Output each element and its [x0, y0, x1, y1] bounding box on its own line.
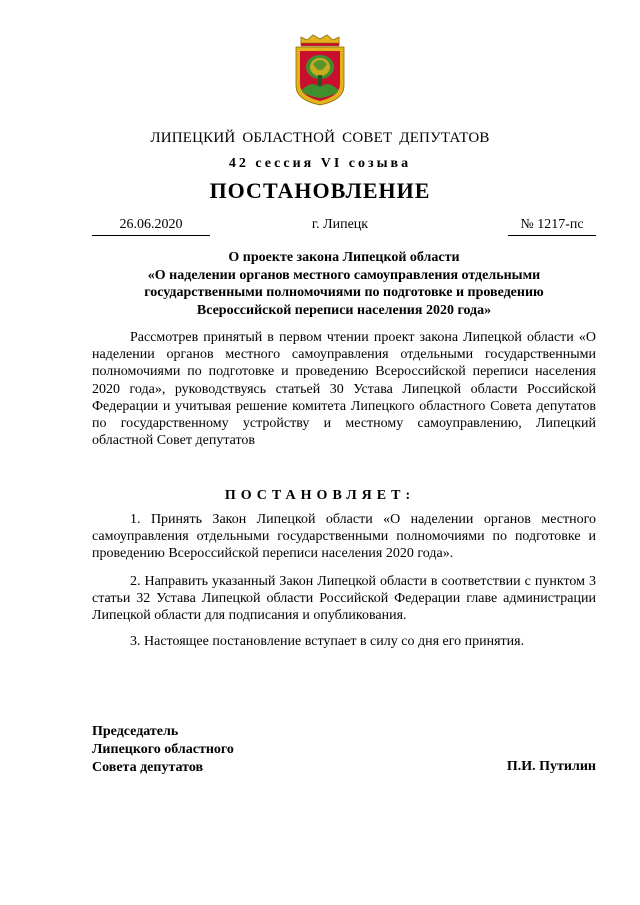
signer-title [92, 723, 234, 777]
preamble-paragraph: Рассмотрев принятый в первом чтении проект закона Липецкой области «О наделении органов местного самоуправления отдельными государственными полномочиями по подготовке и проведению Всероссийской переписи населения 2020 года», руководствуясь статьей 30 Устава Липецкой области Российской Федерации и учитывая решение комитета Липецкого областного Совета депутатов по государственному устройству и местному самоуправлению, Липецкий областной Совет депутатов [92, 330, 596, 449]
resolution-item-1: 1. Принять Закон Липецкой области «О наделении органов местного самоуправления отдельными государственными полномочиями по подготовке и проведению Всероссийской переписи населения 2020 года». [92, 512, 596, 562]
title-line: О проекте закона Липецкой области [228, 250, 460, 265]
lipetsk-coat-of-arms-icon [293, 34, 347, 106]
council-name: ЛИПЕЦКИЙ ОБЛАСТНОЙ СОВЕТ ДЕПУТАТОВ [150, 130, 490, 146]
document-number: № 1217-пс [508, 217, 596, 236]
resolution-item-3: 3. Настоящее постановление вступает в силу со дня его принятия. [130, 634, 525, 649]
resolution-item-2: 2. Направить указанный Закон Липецкой области в соответствии с пунктом 3 статьи 32 Устава Липецкой области Российской Федерации главе администрации Липецкой области для подписания и опубликования. [92, 574, 596, 624]
signer-title-line: Липецкого областного [92, 742, 234, 757]
signer-title-line: Совета депутатов [92, 760, 204, 775]
document-date: 26.06.2020 [92, 217, 210, 236]
document-type-heading: ПОСТАНОВЛЕНИЕ [209, 178, 431, 203]
title-line: «О наделении органов местного самоуправления отдельными [147, 267, 541, 283]
decree-heading: ПОСТАНОВЛЯЕТ: [224, 488, 416, 503]
title-line: Всероссийской переписи населения 2020 года» [196, 302, 492, 318]
signer-title-line: Председатель [92, 724, 179, 739]
document-city: г. Липецк [311, 217, 369, 232]
title-line: государственными полномочиями по подготовке и проведению [144, 285, 544, 300]
document-title [92, 249, 596, 319]
session-label: 42 сессия VI созыва [228, 156, 412, 171]
signer-name: П.И. Путилин [506, 759, 596, 774]
